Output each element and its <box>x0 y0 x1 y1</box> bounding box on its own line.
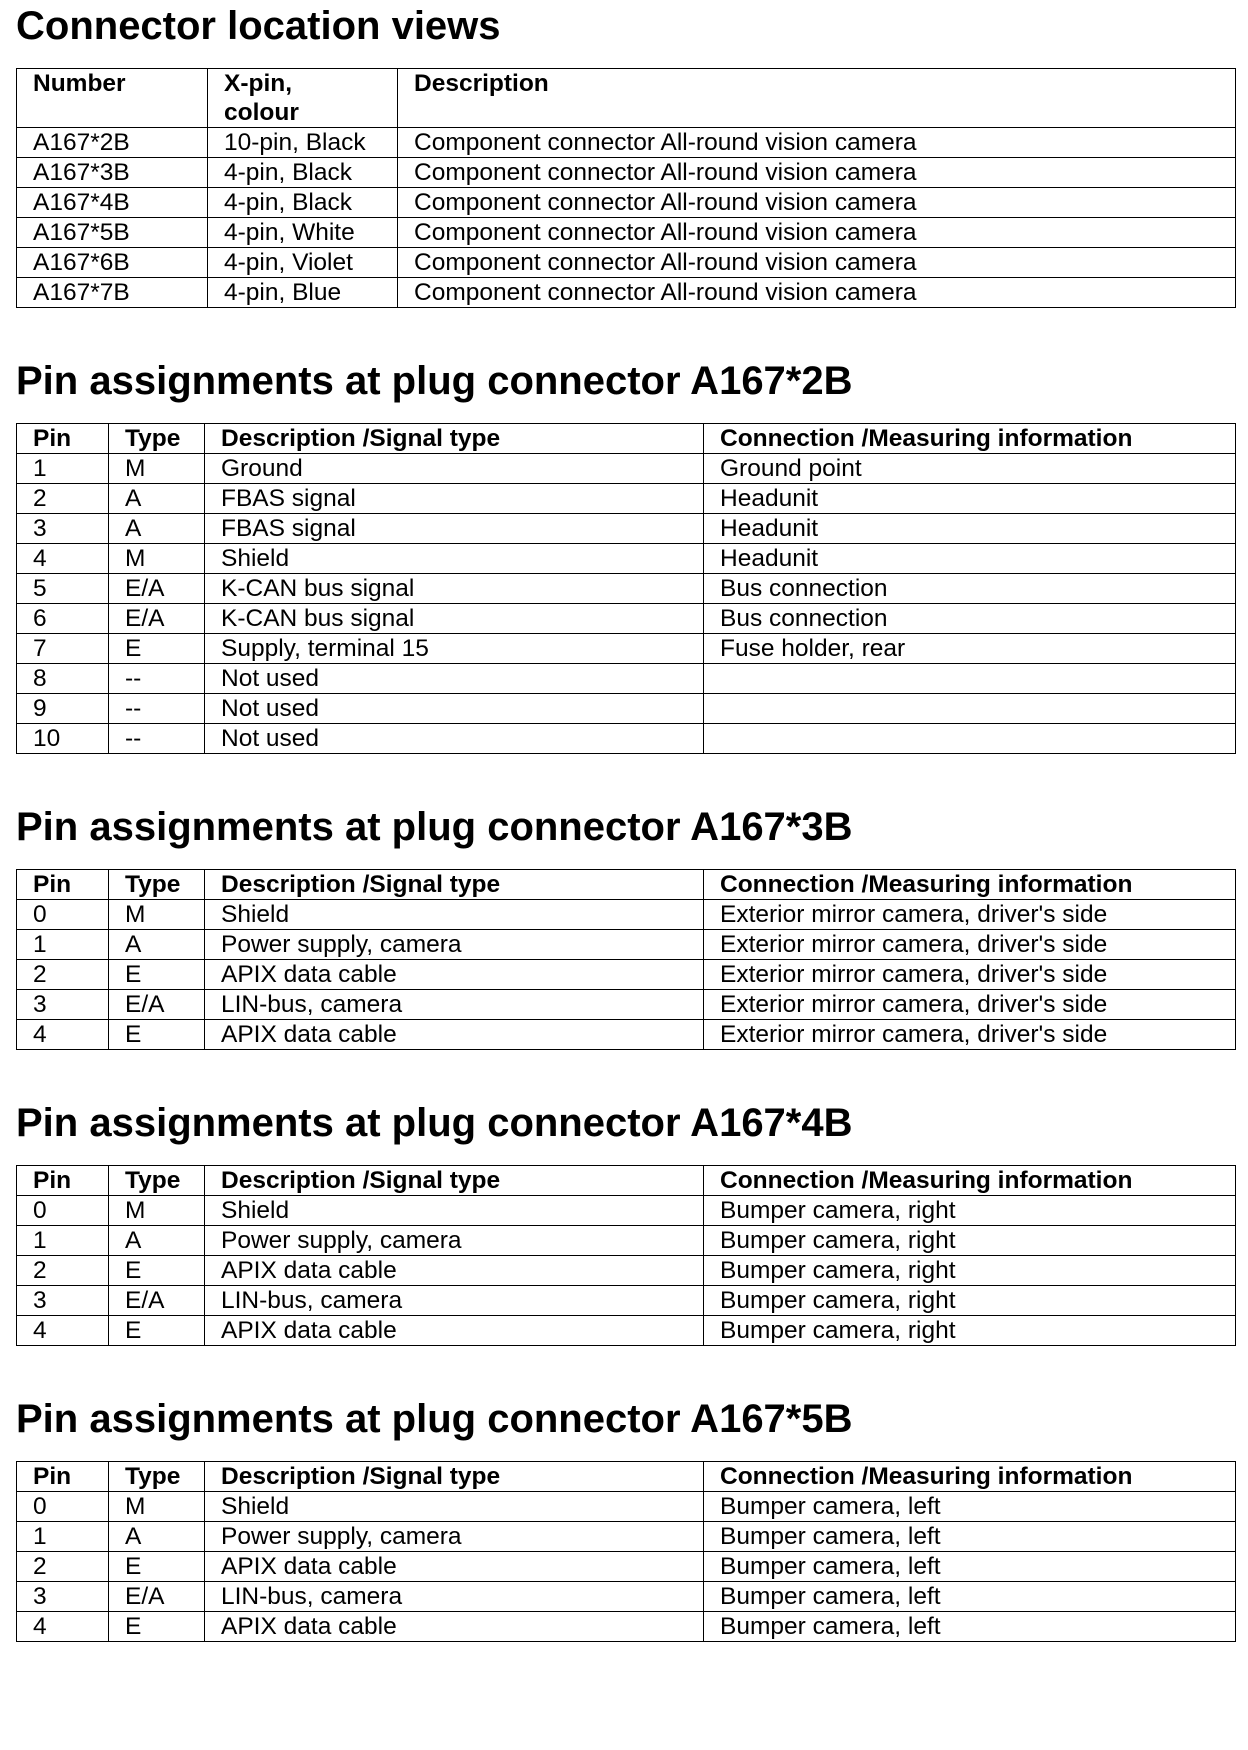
cell-description-signal: Not used <box>205 724 704 754</box>
cell-number: A167*7B <box>17 278 208 308</box>
cell-type: A <box>109 1226 205 1256</box>
cell-connection-info: Bus connection <box>704 604 1236 634</box>
cell-number: A167*6B <box>17 248 208 278</box>
cell-connection-info: Bumper camera, right <box>704 1196 1236 1226</box>
table-header-row <box>17 69 1236 128</box>
table-row <box>17 574 1236 604</box>
table-row <box>17 1582 1236 1612</box>
table-row <box>17 1316 1236 1346</box>
table-row <box>17 1256 1236 1286</box>
cell-connection-info: Headunit <box>704 544 1236 574</box>
cell-description-signal: Supply, terminal 15 <box>205 634 704 664</box>
cell-description: Component connector All-round vision camera <box>398 218 1236 248</box>
header-number: Number <box>17 69 208 128</box>
table-row <box>17 218 1236 248</box>
table-row <box>17 900 1236 930</box>
table-row <box>17 1020 1236 1050</box>
table-row <box>17 1286 1236 1316</box>
cell-connection-info: Bumper camera, right <box>704 1316 1236 1346</box>
cell-type: E/A <box>109 1582 205 1612</box>
table-row <box>17 1226 1236 1256</box>
header-connection-info: Connection /Measuring information <box>704 870 1236 900</box>
table-row <box>17 694 1236 724</box>
cell-connection-info: Exterior mirror camera, driver's side <box>704 930 1236 960</box>
cell-type: -- <box>109 724 205 754</box>
pin-section-title: Pin assignments at plug connector A167*4B <box>16 1101 853 1145</box>
table-row <box>17 960 1236 990</box>
cell-type: A <box>109 514 205 544</box>
cell-type: E <box>109 1020 205 1050</box>
cell-description-signal: Power supply, camera <box>205 1226 704 1256</box>
pin-assignment-sections <box>16 358 1235 1642</box>
cell-description-signal: K-CAN bus signal <box>205 604 704 634</box>
table-header-row <box>17 1462 1236 1492</box>
cell-type: M <box>109 544 205 574</box>
cell-type: E <box>109 634 205 664</box>
cell-type: A <box>109 930 205 960</box>
cell-description-signal: Shield <box>205 1492 704 1522</box>
cell-type: E <box>109 1552 205 1582</box>
cell-type: M <box>109 1492 205 1522</box>
cell-number: A167*3B <box>17 158 208 188</box>
document-page <box>16 0 1235 1642</box>
cell-description: Component connector All-round vision camera <box>398 158 1236 188</box>
cell-description: Component connector All-round vision camera <box>398 128 1236 158</box>
cell-pin: 8 <box>17 664 109 694</box>
cell-pin: 1 <box>17 930 109 960</box>
header-type: Type <box>109 870 205 900</box>
table-row <box>17 1522 1236 1552</box>
cell-description-signal: LIN-bus, camera <box>205 1582 704 1612</box>
pin-assignment-table <box>16 423 1236 754</box>
table-header-row <box>17 870 1236 900</box>
cell-pin: 1 <box>17 1522 109 1552</box>
cell-description-signal: APIX data cable <box>205 1552 704 1582</box>
table-row <box>17 664 1236 694</box>
cell-connection-info: Exterior mirror camera, driver's side <box>704 960 1236 990</box>
cell-type: E <box>109 1612 205 1642</box>
table-row <box>17 990 1236 1020</box>
cell-connection-info: Bumper camera, right <box>704 1226 1236 1256</box>
cell-x-pin-colour: 10-pin, Black <box>208 128 398 158</box>
cell-number: A167*5B <box>17 218 208 248</box>
cell-type: A <box>109 484 205 514</box>
cell-type: -- <box>109 664 205 694</box>
cell-pin: 3 <box>17 1286 109 1316</box>
table-row <box>17 514 1236 544</box>
cell-type: E <box>109 960 205 990</box>
cell-pin: 6 <box>17 604 109 634</box>
cell-type: E/A <box>109 990 205 1020</box>
cell-description-signal: APIX data cable <box>205 1316 704 1346</box>
cell-description-signal: Ground <box>205 454 704 484</box>
cell-pin: 2 <box>17 1256 109 1286</box>
table-header-row <box>17 424 1236 454</box>
table-row <box>17 724 1236 754</box>
table-row <box>17 188 1236 218</box>
cell-connection-info: Exterior mirror camera, driver's side <box>704 900 1236 930</box>
table-row <box>17 1612 1236 1642</box>
header-x-pin-colour: X-pin, colour <box>208 69 398 128</box>
cell-type: -- <box>109 694 205 724</box>
pin-section-title: Pin assignments at plug connector A167*5B <box>16 1397 853 1441</box>
table-row <box>17 278 1236 308</box>
header-pin: Pin <box>17 870 109 900</box>
table-row <box>17 128 1236 158</box>
table-row <box>17 158 1236 188</box>
cell-connection-info <box>704 724 1236 754</box>
table-row <box>17 1552 1236 1582</box>
header-pin: Pin <box>17 424 109 454</box>
pin-assignment-table <box>16 869 1236 1050</box>
cell-pin: 0 <box>17 900 109 930</box>
cell-description-signal: Not used <box>205 664 704 694</box>
header-description: Description <box>398 69 1236 128</box>
table-row <box>17 930 1236 960</box>
header-pin: Pin <box>17 1166 109 1196</box>
cell-pin: 2 <box>17 1552 109 1582</box>
table-row <box>17 544 1236 574</box>
cell-connection-info: Fuse holder, rear <box>704 634 1236 664</box>
header-type: Type <box>109 1462 205 1492</box>
cell-connection-info: Bumper camera, left <box>704 1612 1236 1642</box>
cell-pin: 10 <box>17 724 109 754</box>
table-header-row <box>17 1166 1236 1196</box>
cell-connection-info: Bumper camera, left <box>704 1552 1236 1582</box>
table-row <box>17 454 1236 484</box>
cell-type: M <box>109 1196 205 1226</box>
cell-description: Component connector All-round vision camera <box>398 278 1236 308</box>
table-row <box>17 634 1236 664</box>
header-pin: Pin <box>17 1462 109 1492</box>
cell-pin: 5 <box>17 574 109 604</box>
connector-location-title: Connector location views <box>16 4 501 48</box>
cell-x-pin-colour: 4-pin, Black <box>208 188 398 218</box>
cell-pin: 3 <box>17 990 109 1020</box>
cell-pin: 4 <box>17 1316 109 1346</box>
cell-type: A <box>109 1522 205 1552</box>
cell-pin: 2 <box>17 484 109 514</box>
cell-type: E/A <box>109 1286 205 1316</box>
cell-pin: 3 <box>17 1582 109 1612</box>
cell-type: E <box>109 1316 205 1346</box>
table-row <box>17 1196 1236 1226</box>
header-connection-info: Connection /Measuring information <box>704 424 1236 454</box>
table-row <box>17 604 1236 634</box>
cell-description-signal: LIN-bus, camera <box>205 990 704 1020</box>
connector-location-table <box>16 68 1236 308</box>
cell-number: A167*2B <box>17 128 208 158</box>
cell-description-signal: APIX data cable <box>205 1612 704 1642</box>
cell-description: Component connector All-round vision camera <box>398 188 1236 218</box>
cell-pin: 0 <box>17 1492 109 1522</box>
cell-description-signal: K-CAN bus signal <box>205 574 704 604</box>
cell-connection-info: Exterior mirror camera, driver's side <box>704 990 1236 1020</box>
cell-pin: 7 <box>17 634 109 664</box>
cell-connection-info: Bumper camera, left <box>704 1522 1236 1552</box>
cell-description-signal: Power supply, camera <box>205 1522 704 1552</box>
cell-pin: 4 <box>17 544 109 574</box>
cell-connection-info <box>704 664 1236 694</box>
pin-assignment-table <box>16 1461 1236 1642</box>
cell-connection-info: Ground point <box>704 454 1236 484</box>
cell-connection-info: Bus connection <box>704 574 1236 604</box>
cell-description-signal: APIX data cable <box>205 1256 704 1286</box>
cell-connection-info: Exterior mirror camera, driver's side <box>704 1020 1236 1050</box>
table-row <box>17 248 1236 278</box>
cell-x-pin-colour: 4-pin, White <box>208 218 398 248</box>
cell-description-signal: Shield <box>205 1196 704 1226</box>
cell-connection-info: Bumper camera, right <box>704 1286 1236 1316</box>
pin-section-title: Pin assignments at plug connector A167*3B <box>16 805 853 849</box>
cell-pin: 0 <box>17 1196 109 1226</box>
header-description-signal: Description /Signal type <box>205 1166 704 1196</box>
cell-pin: 9 <box>17 694 109 724</box>
cell-connection-info: Bumper camera, left <box>704 1582 1236 1612</box>
header-type: Type <box>109 424 205 454</box>
cell-description-signal: APIX data cable <box>205 960 704 990</box>
cell-x-pin-colour: 4-pin, Violet <box>208 248 398 278</box>
cell-type: M <box>109 454 205 484</box>
cell-x-pin-colour: 4-pin, Blue <box>208 278 398 308</box>
cell-x-pin-colour: 4-pin, Black <box>208 158 398 188</box>
cell-pin: 4 <box>17 1612 109 1642</box>
header-description-signal: Description /Signal type <box>205 424 704 454</box>
table-row <box>17 1492 1236 1522</box>
cell-pin: 1 <box>17 1226 109 1256</box>
cell-description-signal: Shield <box>205 900 704 930</box>
cell-type: E <box>109 1256 205 1286</box>
cell-connection-info <box>704 694 1236 724</box>
cell-type: M <box>109 900 205 930</box>
header-type: Type <box>109 1166 205 1196</box>
header-connection-info: Connection /Measuring information <box>704 1462 1236 1492</box>
cell-description-signal: LIN-bus, camera <box>205 1286 704 1316</box>
cell-description-signal: FBAS signal <box>205 484 704 514</box>
header-connection-info: Connection /Measuring information <box>704 1166 1236 1196</box>
cell-description-signal: FBAS signal <box>205 514 704 544</box>
cell-number: A167*4B <box>17 188 208 218</box>
cell-connection-info: Headunit <box>704 514 1236 544</box>
header-description-signal: Description /Signal type <box>205 870 704 900</box>
cell-description-signal: Not used <box>205 694 704 724</box>
cell-description: Component connector All-round vision camera <box>398 248 1236 278</box>
cell-connection-info: Bumper camera, right <box>704 1256 1236 1286</box>
cell-pin: 1 <box>17 454 109 484</box>
cell-description-signal: Power supply, camera <box>205 930 704 960</box>
header-description-signal: Description /Signal type <box>205 1462 704 1492</box>
cell-type: E/A <box>109 574 205 604</box>
cell-description-signal: Shield <box>205 544 704 574</box>
cell-pin: 2 <box>17 960 109 990</box>
pin-assignment-table <box>16 1165 1236 1346</box>
cell-description-signal: APIX data cable <box>205 1020 704 1050</box>
cell-type: E/A <box>109 604 205 634</box>
cell-connection-info: Headunit <box>704 484 1236 514</box>
table-row <box>17 484 1236 514</box>
cell-pin: 4 <box>17 1020 109 1050</box>
pin-section-title: Pin assignments at plug connector A167*2B <box>16 359 853 403</box>
cell-connection-info: Bumper camera, left <box>704 1492 1236 1522</box>
cell-pin: 3 <box>17 514 109 544</box>
